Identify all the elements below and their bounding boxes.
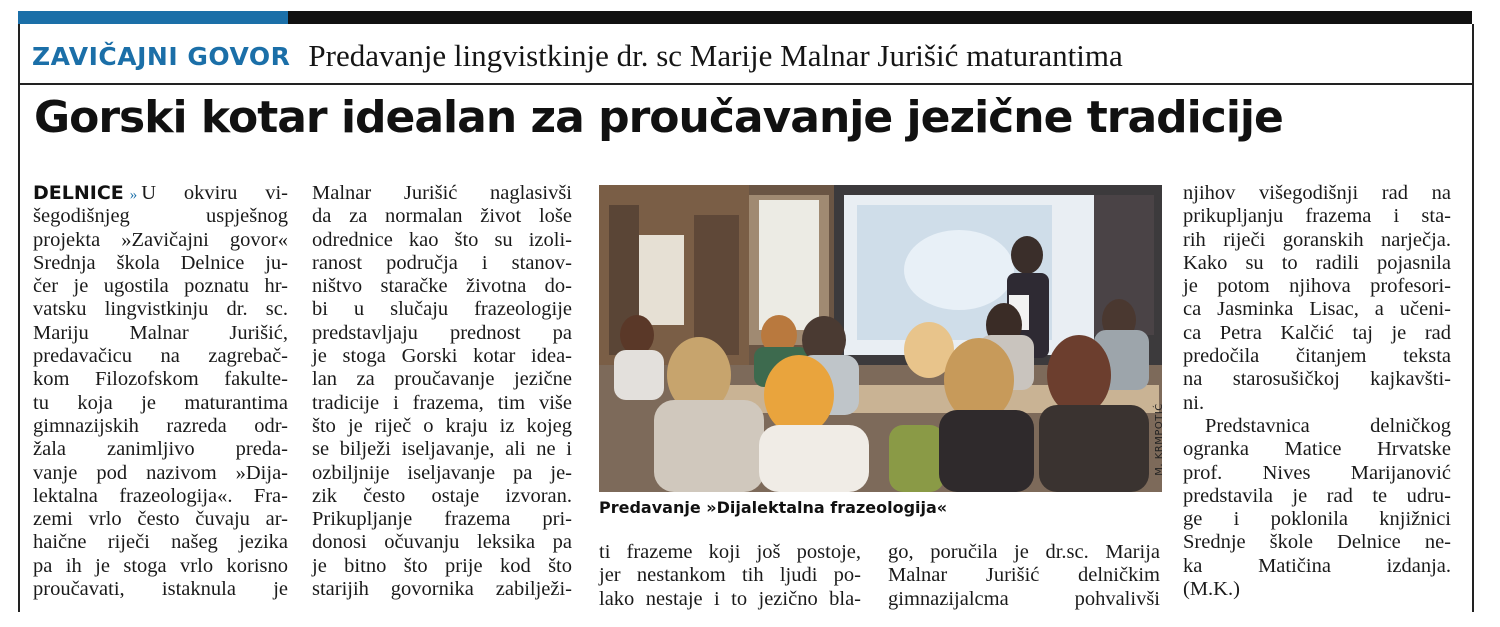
column-line: lako nestaje i to jezično bla- — [599, 587, 861, 610]
column-line: proučavati, istaknula je — [33, 578, 288, 601]
column-line: go, poručila je dr.sc. Marija — [888, 541, 1160, 563]
column-line: ti frazeme koji još postoje, — [599, 541, 861, 563]
column-line: rih riječi goranskih narječja. — [1183, 228, 1451, 251]
column-line: gimnazijskih razreda odr- — [33, 414, 288, 437]
top-bar — [288, 11, 1472, 24]
column-line: ozbiljnije iseljavanje pa je- — [312, 461, 572, 484]
column-line: ogranka Matice Hrvatske — [1183, 438, 1451, 461]
column-line — [33, 182, 288, 205]
column-line: ranost područja i stanov- — [312, 251, 572, 274]
article-column-1 — [33, 182, 288, 601]
column-line: donosi očuvanju leksika pa — [312, 531, 572, 554]
dateline: DELNICE — [33, 182, 124, 204]
column-line: kom Filozofskom fakulte- — [33, 368, 288, 391]
column-line: ca Jasminka Lisac, a učeni- — [1183, 298, 1451, 321]
column-line: tradicije i frazema, tim više — [312, 391, 572, 414]
column-line: je bitno što prije kod što — [312, 554, 572, 577]
article-photo — [599, 185, 1162, 492]
column-line: gimnazijalcma pohvalivši — [888, 587, 1160, 610]
top-bar-accent — [18, 11, 288, 24]
article-column-4 — [888, 541, 1160, 611]
column-line: odrednice kao što su izoli- — [312, 228, 572, 251]
column-line: lan za proučavanje jezične — [312, 368, 572, 391]
column-line: čer je ugostila poznatu hr- — [33, 275, 288, 298]
article-column-2 — [312, 182, 572, 601]
column-line: vatsku lingvistkinju dr. sc. — [33, 298, 288, 321]
column-line: Kako su to radili pojasnila — [1183, 251, 1451, 274]
column-line: se bilježi iseljavanje, ali ne i — [312, 438, 572, 461]
column-line: Mariju Malnar Jurišić, — [33, 321, 288, 344]
column-line: na starosušičkoj kajkavšti- — [1183, 368, 1451, 391]
column-line: prof. Nives Marijanović — [1183, 461, 1451, 484]
kicker-row — [32, 36, 1123, 76]
column-line: ca Petra Kalčić taj je rad — [1183, 321, 1451, 344]
column-line: da za normalan život loše — [312, 205, 572, 228]
header-rule — [18, 83, 1472, 85]
column-line: što je riječ o kraju iz kojeg — [312, 414, 572, 437]
column-line: predstavljaju prednost pa — [312, 321, 572, 344]
column-line: tu koja je maturantima — [33, 391, 288, 414]
photo-credit — [1153, 392, 1181, 492]
column-line: zemi vrlo često čuvaju ar- — [33, 508, 288, 531]
classroom-photo-illustration — [599, 185, 1162, 492]
column-line: haične riječi našeg jezika — [33, 531, 288, 554]
column-line: prikupljanju frazema i sta- — [1183, 205, 1451, 228]
column-line: ni. — [1183, 391, 1205, 414]
article-column-5 — [1183, 182, 1451, 601]
column-line: zik često ostaje izvoran. — [312, 484, 572, 507]
column-line: vanje pod nazivom »Dija- — [33, 461, 288, 484]
column-line: projekta »Zavičajni govor« — [33, 228, 288, 251]
dateline-arrow-icon: » — [129, 187, 138, 203]
column-line: žala zanimljivo preda- — [33, 438, 288, 461]
column-line: bi u slučaju frazeologije — [312, 298, 572, 321]
photo-caption: Predavanje »Dijalektalna frazeologija« — [599, 498, 948, 517]
column-line: predočila čitanjem teksta — [1183, 345, 1451, 368]
column-line: starijih govornika zabilježi- — [312, 578, 572, 601]
section-kicker: ZAVIČAJNI GOVOR — [32, 41, 291, 71]
article-headline: Gorski kotar idealan za proučavanje jezične tradicije — [34, 92, 1283, 143]
column-line-text: U okviru vi- — [141, 182, 288, 204]
column-line: Malnar Jurišić naglasivši — [312, 182, 572, 204]
column-line: šegodišnjeg uspješnog — [33, 205, 288, 228]
column-line: predstavila je rad te udru- — [1183, 484, 1451, 507]
column-line: (M.K.) — [1183, 578, 1240, 601]
column-line: lektalna frazeologija«. Fra- — [33, 484, 288, 507]
column-line: je potom njihova profesori- — [1183, 275, 1451, 298]
photo-credit-text: M. KRMPOTIĆ — [1153, 403, 1165, 476]
column-line: predavačicu na zagrebač- — [33, 345, 288, 368]
column-line: pa ih je stoga vrlo korisno — [33, 554, 288, 577]
column-line: ništvo staračke životna do- — [312, 275, 572, 298]
column-line: je stoga Gorski kotar idea- — [312, 345, 572, 368]
column-line: ge i poklonila knjižnici — [1183, 508, 1451, 531]
kicker-subtitle: Predavanje lingvistkinje dr. sc Marije Malnar Jurišić maturantima — [308, 38, 1123, 73]
column-line: ka Matičina izdanja. — [1183, 554, 1451, 577]
article-column-3 — [599, 541, 861, 611]
column-line: Srednja škola Delnice ju- — [33, 251, 288, 274]
column-line: Srednje škole Delnice ne- — [1183, 531, 1451, 554]
column-line: jer nestankom tih ljudi po- — [599, 564, 861, 587]
column-line: njihov višegodišnji rad na — [1183, 182, 1451, 204]
column-line: Predstavnica delničkog — [1205, 414, 1451, 437]
column-line: Prikupljanje frazema pri- — [312, 508, 572, 531]
column-line: Malnar Jurišić delničkim — [888, 564, 1160, 587]
